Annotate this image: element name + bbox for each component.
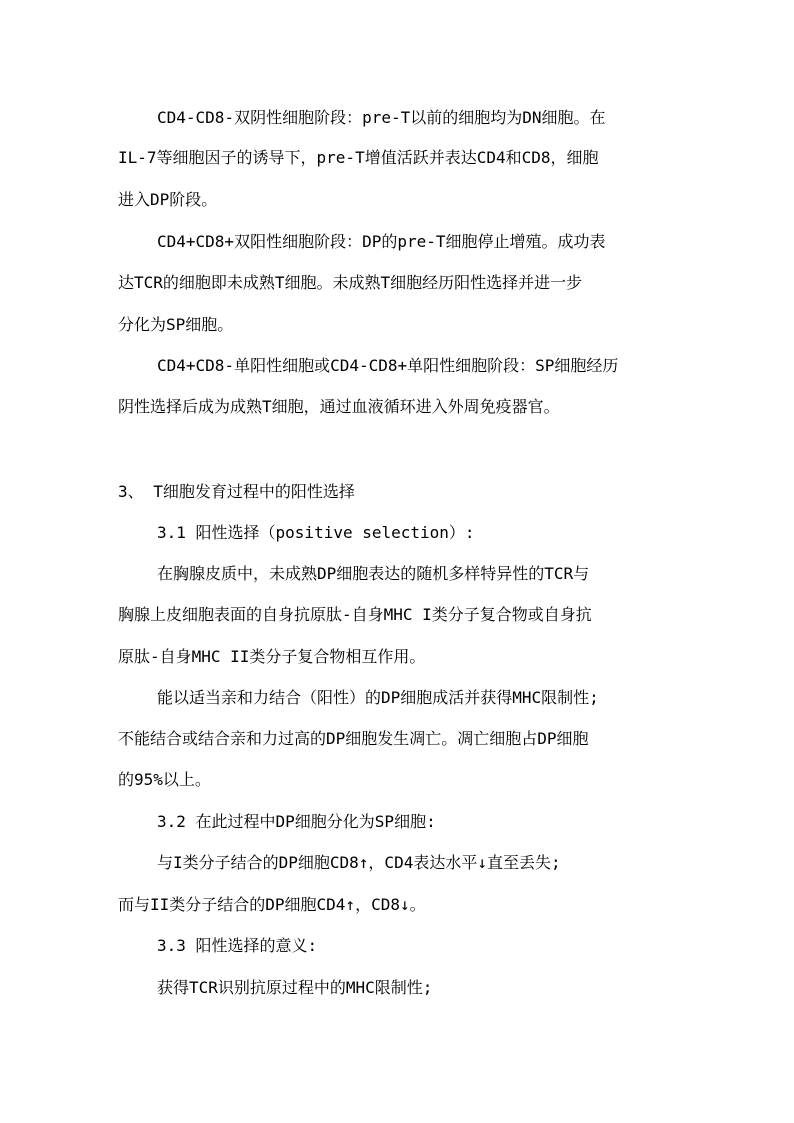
subsection-heading: 3.2 在此过程中DP细胞分化为SP细胞: (157, 812, 436, 831)
paragraph-line: 达TCR的细胞即未成熟T细胞。未成熟T细胞经历阳性选择并进一步 (118, 273, 583, 292)
subsection-heading: 3.3 阳性选择的意义: (157, 936, 318, 955)
section-heading: 3、 T细胞发育过程中的阳性选择 (118, 482, 355, 501)
paragraph-line: IL-7等细胞因子的诱导下，pre-T增值活跃并表达CD4和CD8，细胞 (118, 148, 599, 167)
paragraph-line: 在胸腺皮质中，未成熟DP细胞表达的随机多样特异性的TCR与 (157, 564, 590, 583)
paragraph-line: 阴性选择后成为成熟T细胞，通过血液循环进入外周免疫器官。 (118, 397, 560, 416)
paragraph-line: 而与II类分子结合的DP细胞CD4↑，CD8↓。 (118, 895, 426, 914)
paragraph-line: 获得TCR识别抗原过程中的MHC限制性; (157, 978, 433, 997)
subsection-heading: 3.1 阳性选择（positive selection）: (157, 523, 475, 542)
paragraph-line: 分化为SP细胞。 (118, 315, 234, 334)
paragraph-line: CD4+CD8+双阳性细胞阶段：DP的pre-T细胞停止增殖。成功表 (157, 232, 606, 251)
paragraph-line: CD4-CD8-双阴性细胞阶段：pre-T以前的细胞均为DN细胞。在 (157, 108, 606, 127)
paragraph-line: 与I类分子结合的DP细胞CD8↑，CD4表达水平↓直至丢失; (157, 853, 561, 872)
paragraph-line: 的95%以上。 (118, 770, 211, 789)
paragraph-line: 胸腺上皮细胞表面的自身抗原肽-自身MHC I类分子复合物或自身抗 (118, 605, 592, 624)
paragraph-line: 进入DP阶段。 (118, 190, 218, 209)
paragraph-line: 不能结合或结合亲和力过高的DP细胞发生凋亡。凋亡细胞占DP细胞 (118, 729, 589, 748)
paragraph-line: 原肽-自身MHC II类分子复合物相互作用。 (118, 647, 426, 666)
paragraph-line: CD4+CD8-单阳性细胞或CD4-CD8+单阳性细胞阶段：SP细胞经历 (157, 356, 619, 375)
paragraph-line: 能以适当亲和力结合（阳性）的DP细胞成活并获得MHC限制性; (157, 688, 599, 707)
